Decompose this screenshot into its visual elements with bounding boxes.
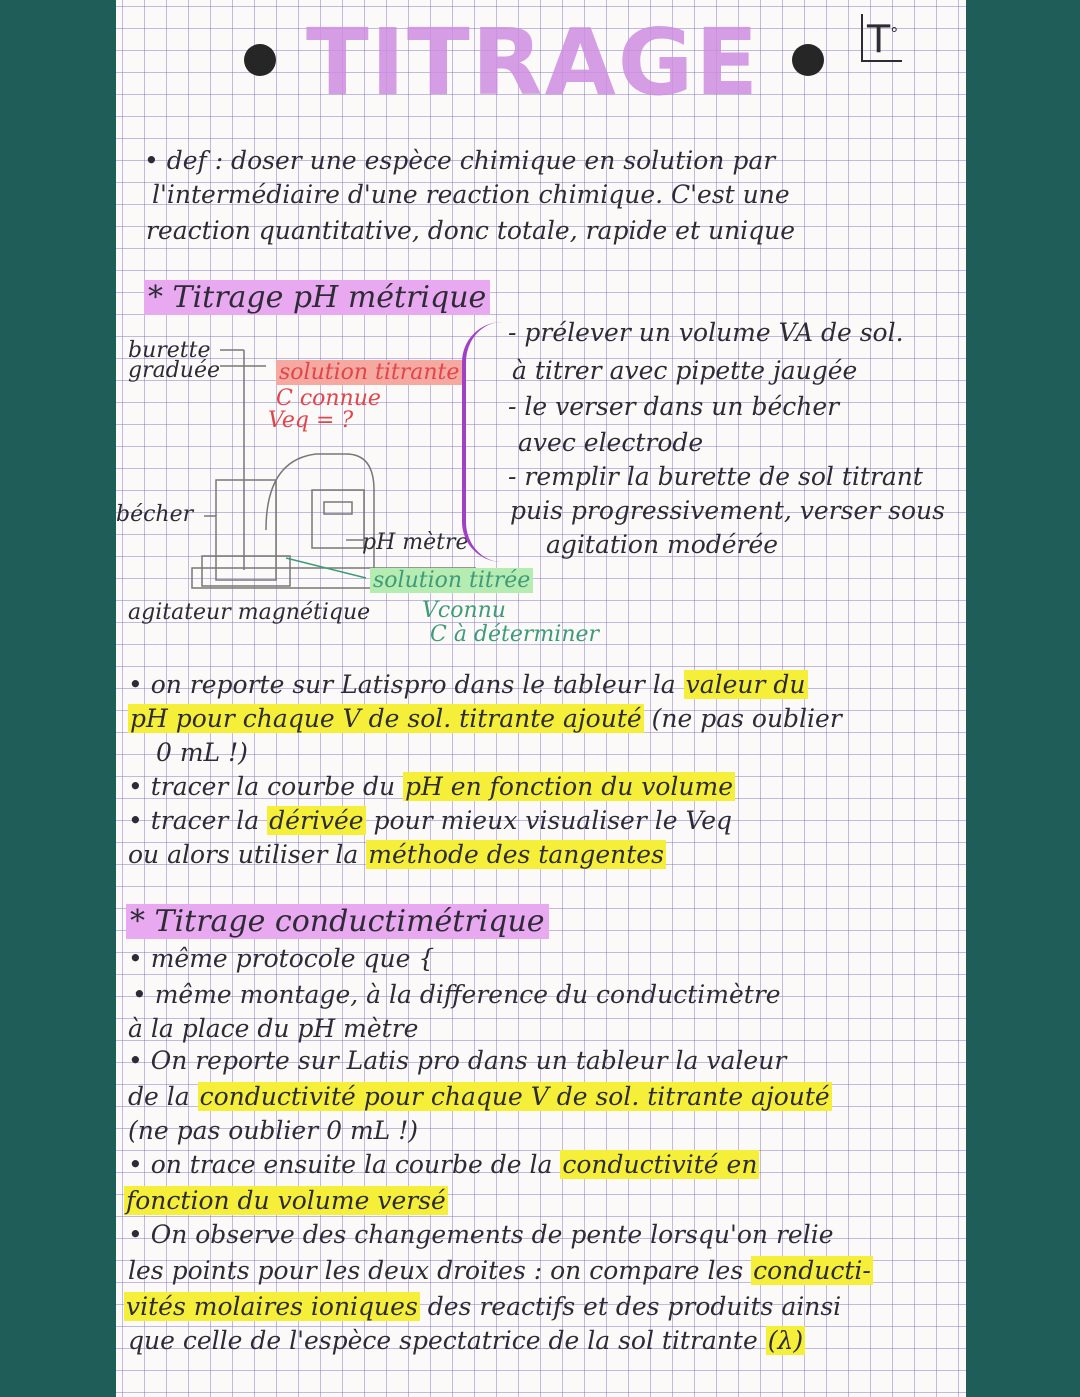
- steps-brace: [462, 322, 506, 562]
- ph-bullet-1-line-1: • on reporte sur Latispro dans le tableur la valeur du: [128, 670, 806, 699]
- page-title: TITRAGE: [306, 9, 761, 116]
- ph-bullet-3: • tracer la dérivée pour mieux visualiser le Veq: [128, 806, 733, 835]
- titree-label: solution titrée: [370, 568, 533, 594]
- cond-line-10: les points pour les deux droites : on compare les conducti-: [128, 1256, 871, 1285]
- phmetre-label: pH mètre: [362, 530, 469, 555]
- cond-line-2: • même montage, à la difference du conductimètre: [132, 980, 781, 1009]
- cond-line-4: • On reporte sur Latis pro dans un tableur la valeur: [128, 1046, 787, 1075]
- titrant-label: solution titrante: [276, 360, 462, 386]
- note-card: [116, 0, 966, 1397]
- step-line-6: puis progressivement, verser sous: [510, 496, 945, 525]
- binder-hole-right: [792, 44, 824, 76]
- binder-hole-left: [244, 44, 276, 76]
- step-line-2: à titrer avec pipette jaugée: [512, 356, 858, 385]
- cond-section-heading: * Titrage conductimétrique: [126, 904, 549, 940]
- burette-label-1: burette: [128, 338, 211, 363]
- step-line-5: - remplir la burette de sol titrant: [508, 462, 923, 491]
- titree-concentration: C à déterminer: [430, 622, 600, 647]
- cond-line-12: que celle de l'espèce spectatrice de la sol titrante (λ): [128, 1326, 804, 1355]
- definition-line-3: reaction quantitative, donc totale, rapide et unique: [146, 216, 796, 245]
- step-line-3: - le verser dans un bécher: [508, 392, 840, 421]
- burette-label-2: graduée: [128, 358, 221, 383]
- ph-bullet-2: • tracer la courbe du pH en fonction du volume: [128, 772, 734, 801]
- cond-line-7: • on trace ensuite la courbe de la conductivité en: [128, 1150, 758, 1179]
- agitateur-label: agitateur magnétique: [128, 600, 371, 625]
- step-line-4: avec electrode: [518, 428, 704, 457]
- becher-label: bécher: [116, 502, 194, 527]
- stirrer-plate: [202, 556, 290, 586]
- becher-outline: [216, 480, 276, 580]
- step-line-7: agitation modérée: [546, 530, 779, 559]
- electrode-outline: [266, 454, 374, 570]
- cond-line-3: à la place du pH mètre: [128, 1014, 419, 1043]
- cond-line-8: fonction du volume versé: [126, 1186, 446, 1215]
- cond-line-9: • On observe des changements de pente lorsqu'on relie: [128, 1220, 834, 1249]
- ph-bullet-1-line-3: 0 mL !): [156, 738, 248, 767]
- definition-line-1: • def : doser une espèce chimique en solution par: [144, 146, 776, 175]
- ph-bullet-1-line-2: pH pour chaque V de sol. titrante ajouté (ne pas oublier: [130, 704, 842, 733]
- titrant-concentration: C connue: [276, 386, 381, 411]
- cond-line-5: de la conductivité pour chaque V de sol. titrante ajouté: [128, 1082, 830, 1111]
- cond-line-6: (ne pas oublier 0 mL !): [128, 1116, 419, 1145]
- titree-volume: Vconnu: [422, 598, 506, 623]
- cond-line-1: • même protocole que {: [128, 944, 435, 973]
- cond-line-11: vités molaires ioniques des reactifs et des produits ainsi: [126, 1292, 842, 1321]
- corner-mark: T°: [861, 14, 902, 62]
- ph-section-heading: * Titrage pH métrique: [144, 280, 490, 316]
- ph-bullet-4: ou alors utiliser la méthode des tangentes: [128, 840, 664, 869]
- definition-line-2: l'intermédiaire d'une reaction chimique. C'est une: [152, 180, 790, 209]
- titrant-veq: Veq = ?: [268, 408, 354, 433]
- step-line-1: - prélever un volume VA de sol.: [508, 318, 904, 347]
